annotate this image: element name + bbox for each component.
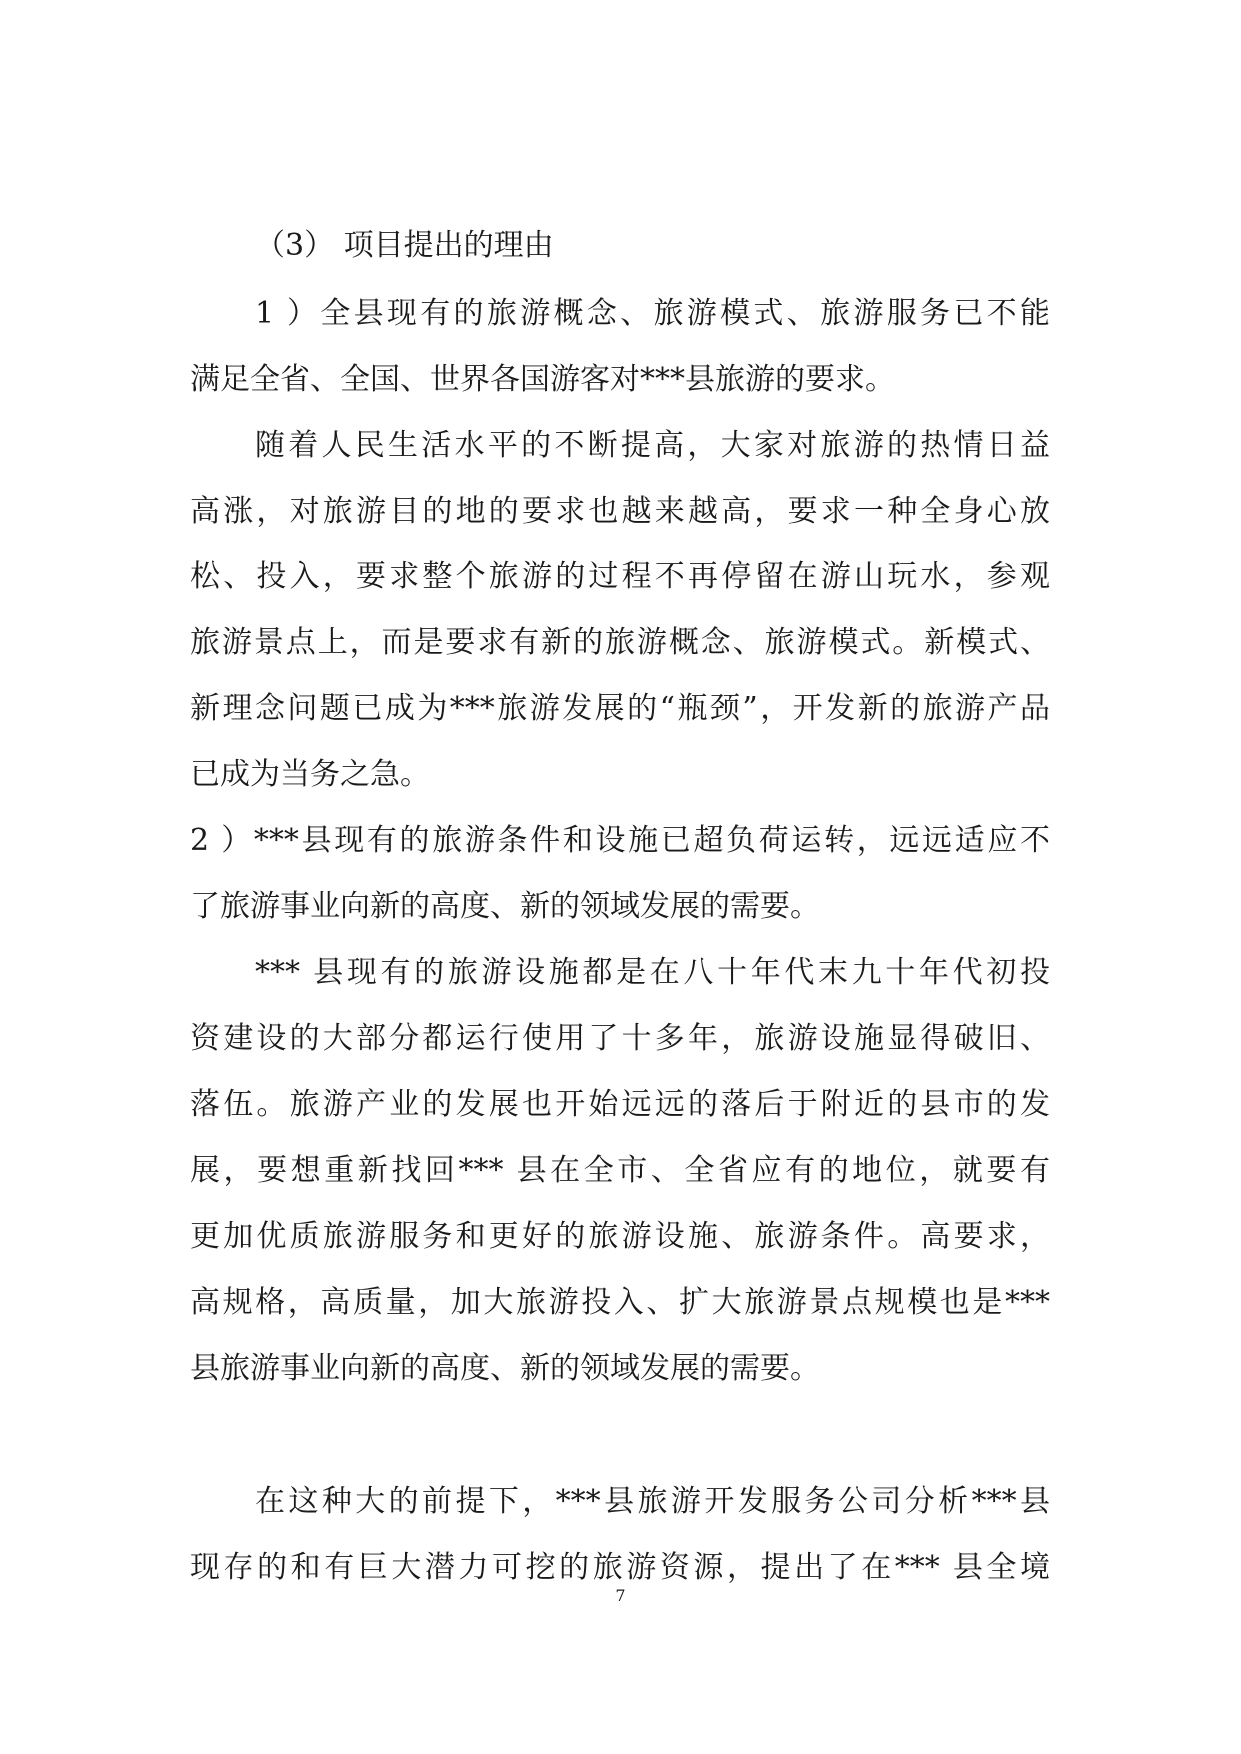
paragraph-1-line-2: 高涨，对旅游目的地的要求也越来越高，要求一种全身心放 — [190, 494, 1050, 529]
point-1-line-1: 1 ）全县现有的旅游概念、旅游模式、旅游服务已不能 — [255, 296, 1050, 331]
paragraph-2-line-7: 县旅游事业向新的高度、新的领域发展的需要。 — [190, 1351, 820, 1386]
paragraph-1-line-1: 随着人民生活水平的不断提高，大家对旅游的热情日益 — [255, 428, 1050, 463]
paragraph-2-line-3: 落伍。旅游产业的发展也开始远远的落后于附近的县市的发 — [190, 1087, 1050, 1122]
section-heading: （3） 项目提出的理由 — [255, 228, 554, 263]
paragraph-2-line-4: 展，要想重新找回*** 县在全市、全省应有的地位，就要有 — [190, 1153, 1050, 1188]
point-2-line-1: 2 ）***县现有的旅游条件和设施已超负荷运转，远远适应不 — [190, 823, 1050, 858]
paragraph-2-line-2: 资建设的大部分都运行使用了十多年，旅游设施显得破旧、 — [190, 1021, 1050, 1056]
paragraph-1-line-5: 新理念问题已成为***旅游发展的“瓶颈”，开发新的旅游产品 — [190, 691, 1050, 726]
paragraph-3-line-1: 在这种大的前提下，***县旅游开发服务公司分析***县 — [255, 1484, 1050, 1519]
page-number: 7 — [615, 1586, 626, 1605]
paragraph-1-line-3: 松、投入，要求整个旅游的过程不再停留在游山玩水，参观 — [190, 559, 1050, 594]
paragraph-2-line-5: 更加优质旅游服务和更好的旅游设施、旅游条件。高要求， — [190, 1219, 1050, 1254]
paragraph-2-line-1: *** 县现有的旅游设施都是在八十年代末九十年代初投 — [255, 955, 1050, 990]
paragraph-2-line-6: 高规格，高质量，加大旅游投入、扩大旅游景点规模也是*** — [190, 1285, 1050, 1320]
paragraph-1-line-6: 已成为当务之急。 — [190, 757, 430, 792]
paragraph-1-line-4: 旅游景点上，而是要求有新的旅游概念、旅游模式。新模式、 — [190, 625, 1050, 660]
paragraph-3-line-2: 现存的和有巨大潜力可挖的旅游资源，提出了在*** 县全境 — [190, 1550, 1050, 1585]
point-1-line-2: 满足全省、全国、世界各国游客对***县旅游的要求。 — [190, 362, 895, 397]
point-2-line-2: 了旅游事业向新的高度、新的领域发展的需要。 — [190, 889, 820, 924]
